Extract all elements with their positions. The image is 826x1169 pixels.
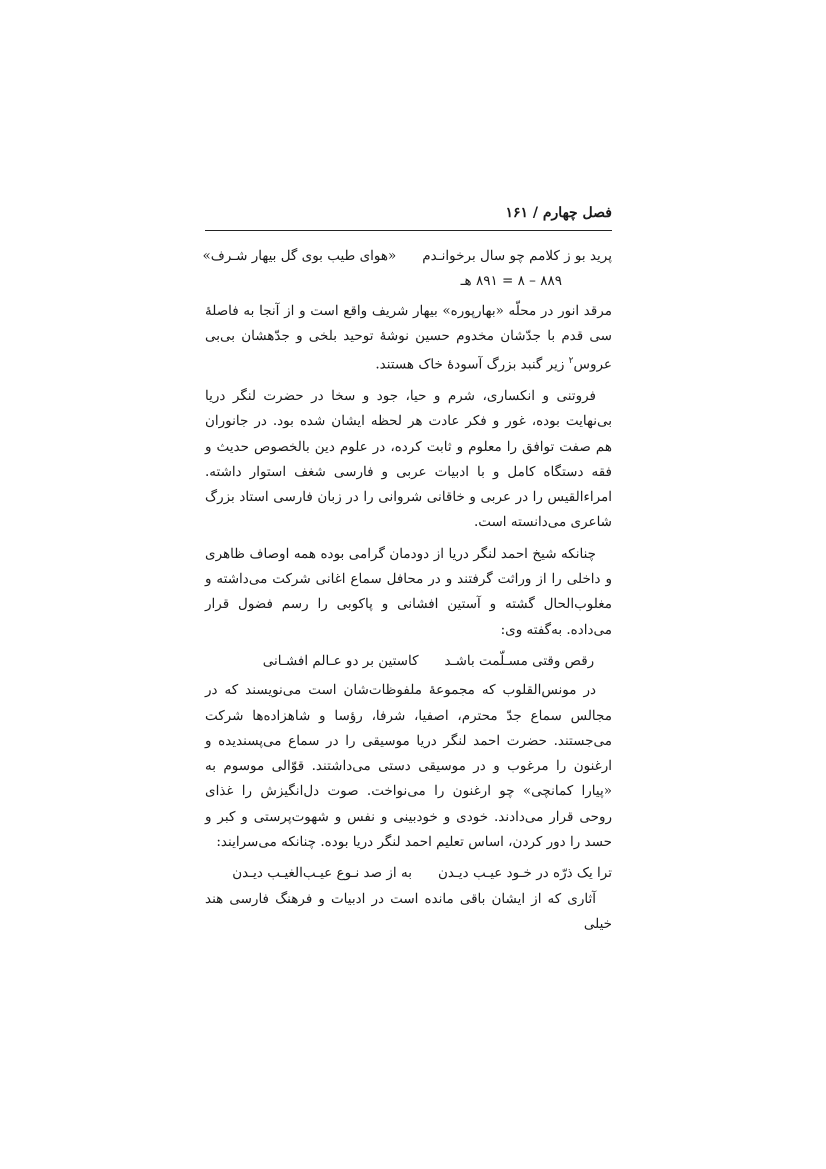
header-rule	[205, 230, 612, 231]
verse-1-hemistich-b: «هوای طیب بوی گل بیهار شـرف»	[202, 248, 397, 264]
verse-2	[205, 649, 612, 674]
footnote-marker: ۲	[568, 356, 574, 367]
verse-2-hemistich-a: رقص وقتی مسـلّمت باشـد	[444, 652, 595, 669]
paragraph-5: آثاری که از ایشان باقی مانده است در ادبیات و فرهنگ فارسی هند خیلی	[205, 890, 612, 932]
paragraph-1	[205, 299, 612, 378]
paragraph-1-end: زیر گنبد بزرگ آسودهٔ خاک هستند.	[375, 356, 569, 373]
verse-3	[205, 861, 612, 886]
verse-3-hemistich-b: به از صد نـوع عیـب‌الغیـب دیـدن	[232, 865, 412, 882]
paragraph-1-text: مرقد انور در محلّه «بهارپوره» بیهار شریف واقع است و از آنجا به فاصلهٔ سی قدم با جدّشان مخدوم حسین نوشهٔ توحید بلخی و جدّهشان بی‌بی عروس	[205, 302, 612, 373]
verse-2-hemistich-b: کاستین بر دو عـالم افشـانی	[262, 652, 419, 669]
verse-3-hemistich-a: ترا یک ذرّه در خـود عیـب دیـدن	[437, 865, 612, 882]
verse-1-note: ۸۸۹ – ۸ = ۸۹۱ هـ	[460, 273, 562, 290]
paragraph-2: فروتنی و انکساری، شرم و حیا، جود و سخا در حضرت لنگر دریا بی‌نهایت بوده، غور و فکر عادت هر لحظه ایشان شده بود. در جانوران هم صفت توافق را معلوم و ثابت کرده، در علوم دین بالخصوص حدیث و فقه دستگاه کامل و با ادبیات عربی و فارسی شغف استوار داشته. امراءالقیس را در عربی و خاقانی شروانی را در زبان فارسی استاد بزرگ شاعری می‌دانسته است.	[205, 387, 612, 531]
running-header: فصل چهارم / ۱۶۱	[505, 205, 612, 221]
verse-1-hemistich-a: پرید بو ز کلامم چو سال برخوانـدم	[422, 248, 612, 264]
page-body	[202, 244, 612, 943]
verse-1	[202, 244, 612, 269]
paragraph-4: در مونس‌القلوب که مجموعهٔ ملفوظات‌شان است می‌نویسند که در مجالس سماع جدّ محترم، اصفیا، شرفا، رؤسا و شاهزاده‌ها شرکت می‌جستند. حضرت احمد لنگر دریا موسیقی را در سماع می‌پسندیده و ارغنون را مرغوب و در موسیقی دستی می‌داشتند. قوّالی موسوم به «پیارا کمانچی» چو ارغنون را می‌نواخت. صوت دل‌انگیزش را غذای روحی قرار می‌دادند. خودی و خودبینی و نفس و شهوت‌پرستی و کبر و حسد را دور کردن، اساس تعلیم احمد لنگر دریا بوده. چنانکه می‌سرایند:	[205, 682, 612, 851]
paragraph-3: چنانکه شیخ احمد لنگر دریا از دودمان گرامی بوده همه اوصاف ظاهری و داخلی را از وراثت گرفتند و در محافل سماع اغانی شرکت می‌داشته و مغلوب‌الحال گشته و آستین افشانی و پاکوبی را رسم فضول قرار می‌داده. به‌گفته وی:	[205, 545, 612, 638]
